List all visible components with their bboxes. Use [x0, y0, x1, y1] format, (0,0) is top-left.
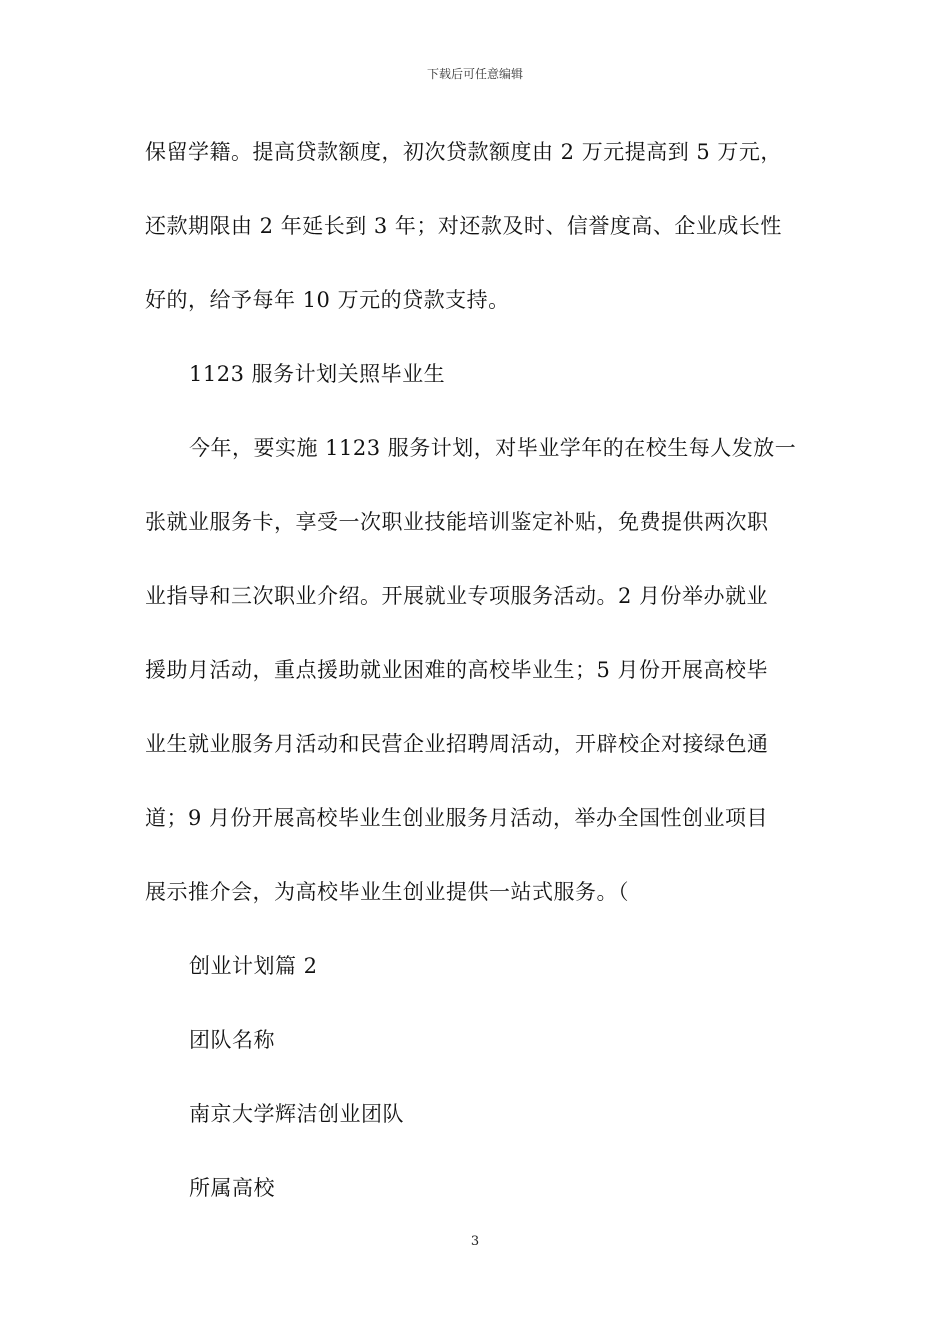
field-label: 团队名称 — [189, 1028, 275, 1052]
page-number: 3 — [470, 1234, 480, 1249]
section-heading: 1123 服务计划关照毕业生 — [189, 362, 446, 386]
body-line: 保留学籍。提高贷款额度，初次贷款额度由 2 万元提高到 5 万元， — [145, 140, 782, 164]
section-heading: 创业计划篇 2 — [189, 954, 318, 978]
body-line: 援助月活动，重点援助就业困难的高校毕业生；5 月份开展高校毕 — [145, 658, 769, 682]
body-line: 展示推介会，为高校毕业生创业提供一站式服务。（ — [145, 880, 629, 904]
body-line: 张就业服务卡，享受一次职业技能培训鉴定补贴，免费提供两次职 — [145, 510, 769, 534]
body-line: 还款期限由 2 年延长到 3 年；对还款及时、信誉度高、企业成长性 — [145, 214, 782, 238]
body-line: 好的，给予每年 10 万元的贷款支持。 — [145, 288, 510, 312]
field-value: 南京大学辉洁创业团队 — [189, 1102, 404, 1126]
body-line: 业指导和三次职业介绍。开展就业专项服务活动。2 月份举办就业 — [145, 584, 769, 608]
body-line: 道；9 月份开展高校毕业生创业服务月活动，举办全国性创业项目 — [145, 806, 769, 830]
document-header-note: 下载后可任意编辑 — [426, 67, 523, 81]
body-line: 今年，要实施 1123 服务计划，对毕业学年的在校生每人发放一 — [189, 436, 797, 460]
field-label: 所属高校 — [189, 1176, 275, 1200]
body-line: 业生就业服务月活动和民营企业招聘周活动，开辟校企对接绿色通 — [145, 732, 769, 756]
